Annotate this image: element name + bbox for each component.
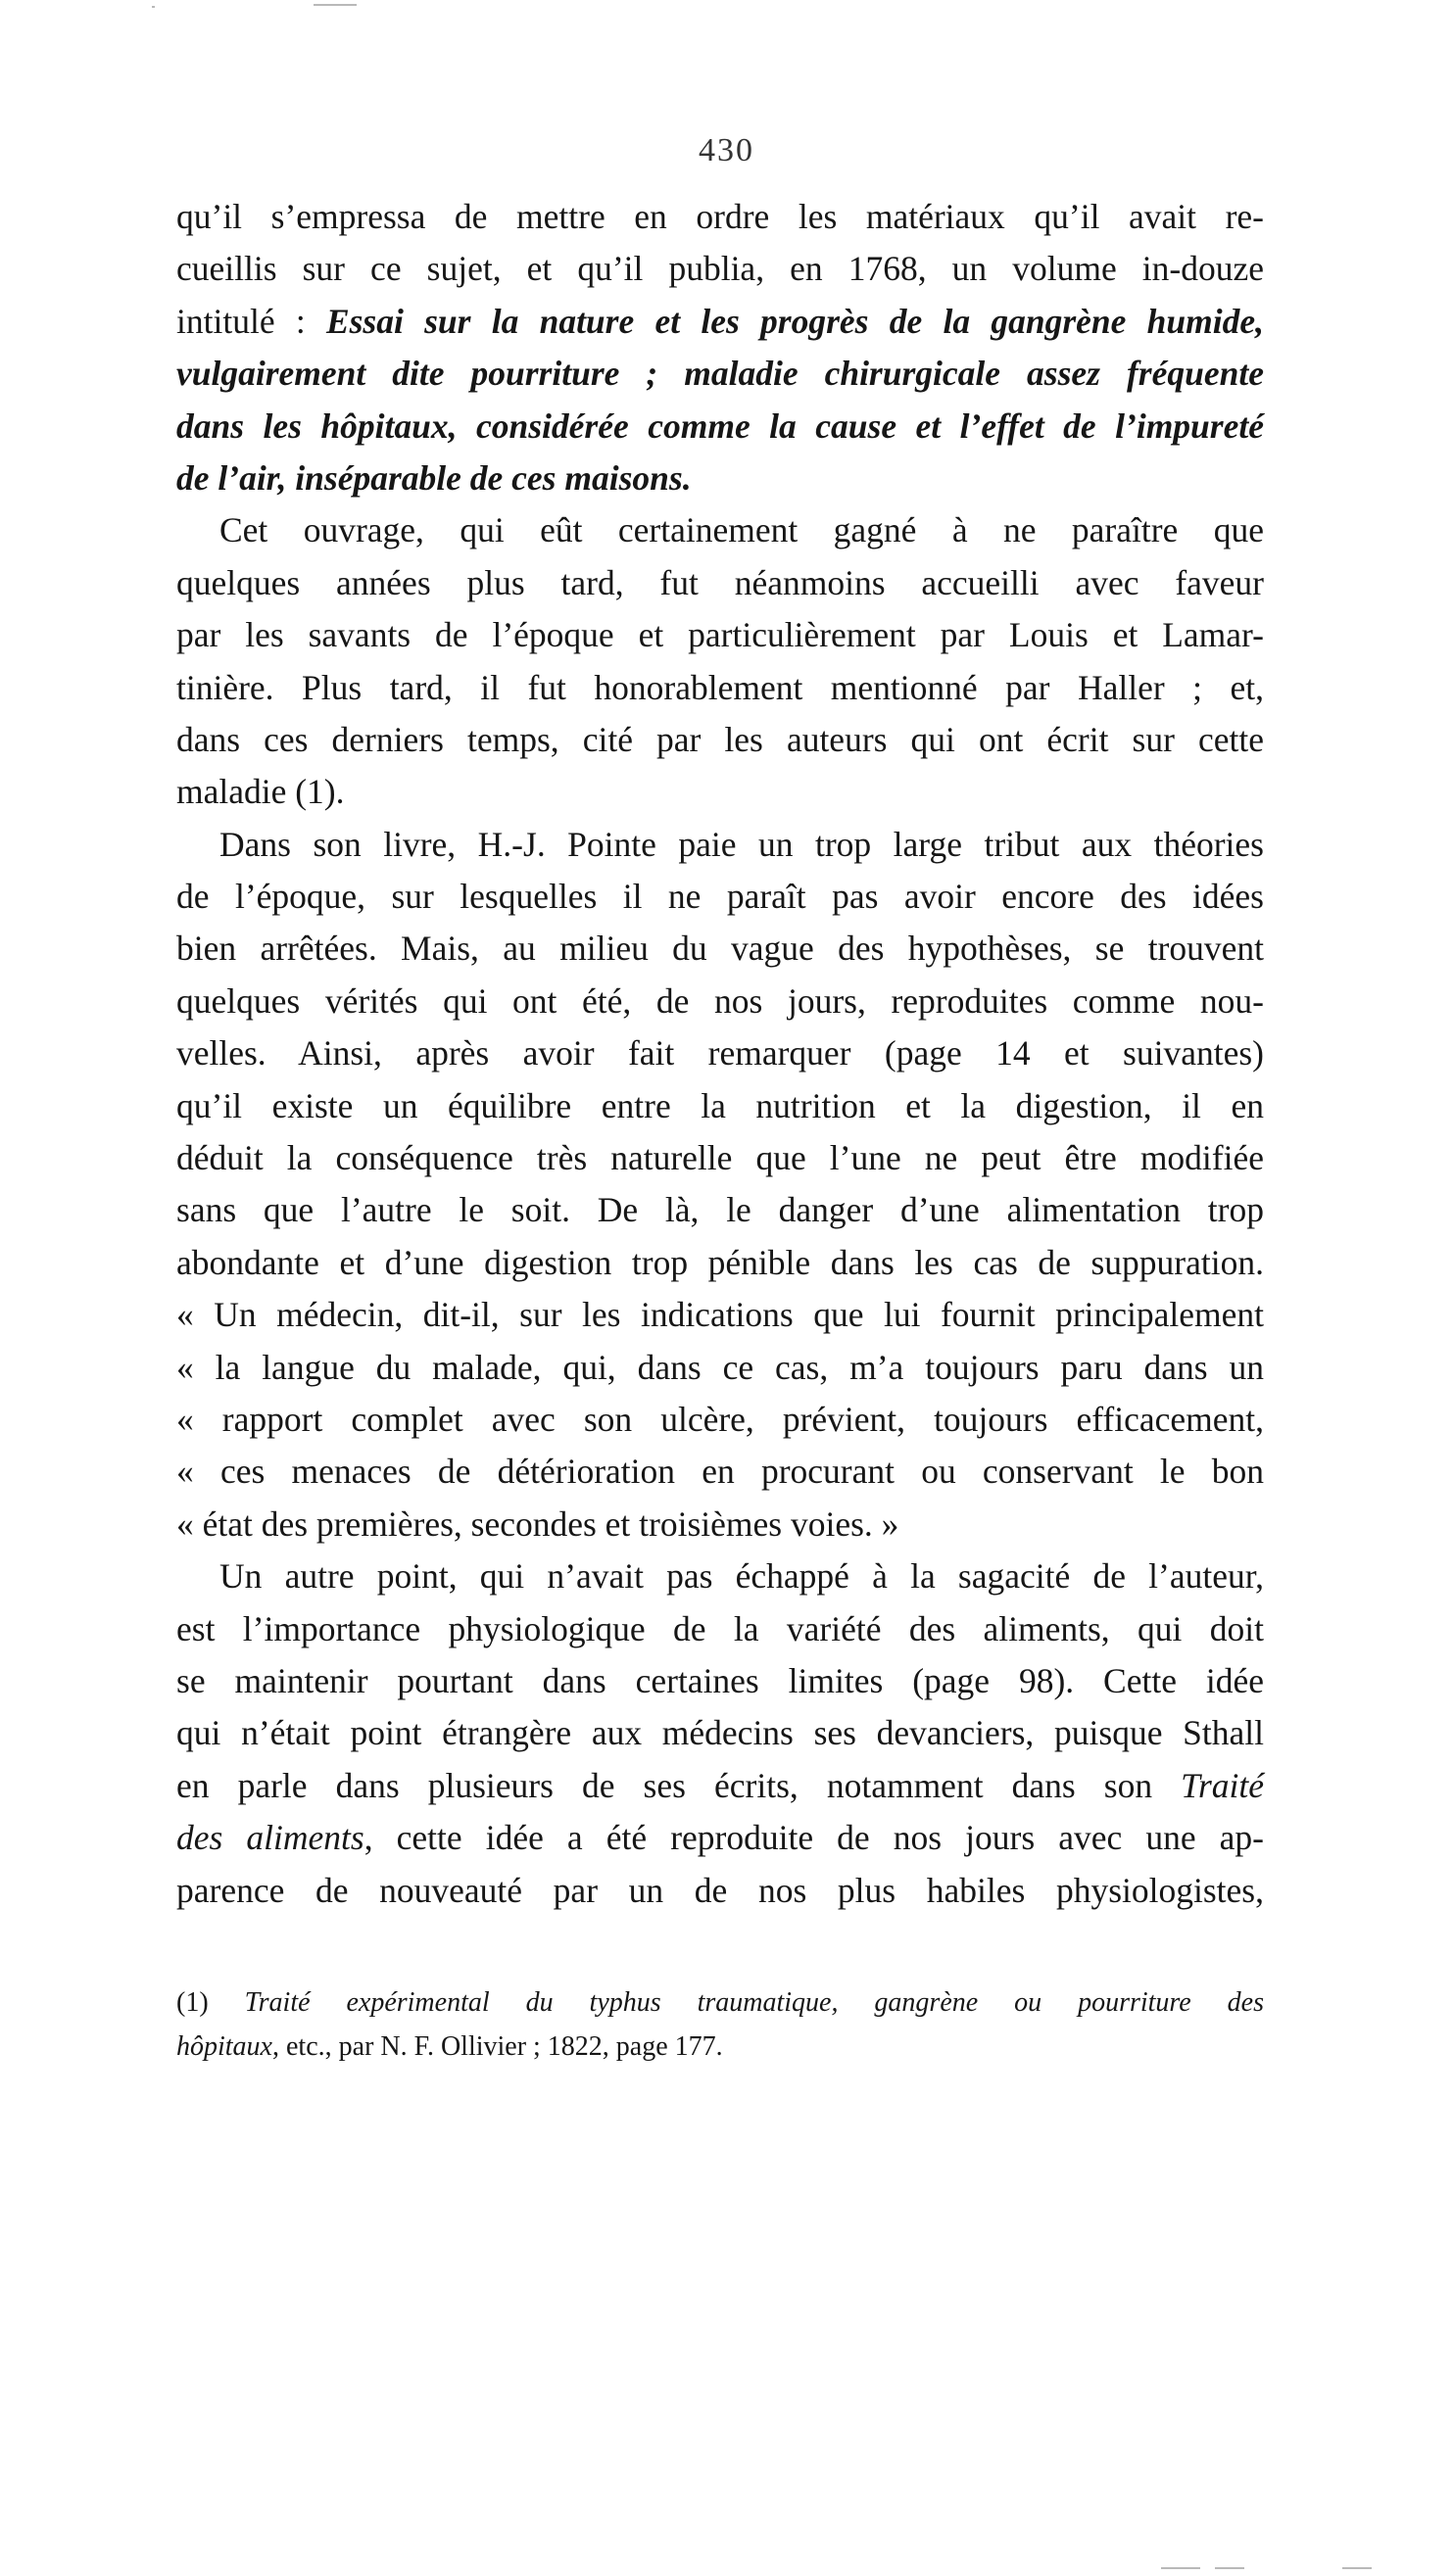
- text-line: Un autre point, qui n’avait pas échappé à la sagacité de l’auteur,: [219, 1556, 1264, 1597]
- text-line: quelques vérités qui ont été, de nos jours, reproduites comme nou-: [176, 980, 1264, 1021]
- quote-line: « ces menaces de détérioration en procurant ou conservant le bon: [176, 1452, 1264, 1492]
- quote-line: « la langue du malade, qui, dans ce cas, m’a toujours paru dans un: [176, 1347, 1264, 1387]
- italic-title: des aliments: [176, 1818, 364, 1858]
- text-run: , cette idée a été reproduite de nos jours avec une ap-: [363, 1818, 1264, 1858]
- text-line: est l’importance physiologique de la variété des aliments, qui doit: [176, 1608, 1264, 1648]
- footnote: [176, 1980, 1264, 2069]
- book-title-italic: Essai sur la nature et les progrès de la gangrène humide,: [325, 301, 1265, 341]
- text-run: en parle dans plusieurs de ses écrits, notamment dans son: [176, 1765, 1182, 1805]
- scan-speck: [1215, 2567, 1244, 2569]
- book-title-line: dans les hôpitaux, considérée comme la cause et l’effet de l’impureté: [176, 405, 1264, 446]
- scan-speck: [1161, 2567, 1200, 2569]
- quote-line: « rapport complet avec son ulcère, prévient, toujours efficacement,: [176, 1399, 1264, 1439]
- text-run: intitulé :: [176, 301, 326, 341]
- text-line: parence de nouveauté par un de nos plus habiles physiologistes,: [176, 1870, 1264, 1910]
- text-line: déduit la conséquence très naturelle que l’une ne peut être modifiée: [176, 1138, 1264, 1178]
- text-line: dans ces derniers temps, cité par les auteurs qui ont écrit sur cette: [176, 719, 1264, 759]
- text-line: cueillis sur ce sujet, et qu’il publia, en 1768, un volume in-douze: [176, 249, 1264, 289]
- footnote-title: Traité expérimental du typhus traumatique, gangrène ou pourriture des: [244, 1987, 1264, 2018]
- text-line: velles. Ainsi, après avoir fait remarquer (page 14 et suivantes): [176, 1033, 1264, 1073]
- text-line: qu’il existe un équilibre entre la nutrition et la digestion, il en: [176, 1085, 1264, 1125]
- text-line: maladie (1).: [176, 772, 345, 812]
- text-line: qui n’était point étrangère aux médecins ses devanciers, puisque Sthall: [176, 1713, 1264, 1753]
- text-line: [176, 296, 1264, 348]
- scan-speck: [152, 6, 155, 8]
- quote-line: « état des premières, secondes et troisièmes voies. »: [176, 1503, 899, 1544]
- text-line: par les savants de l’époque et particulièrement par Louis et Lamar-: [176, 615, 1264, 655]
- text-line: tinière. Plus tard, il fut honorablement mentionné par Haller ; et,: [176, 667, 1264, 707]
- text-line: qu’il s’empressa de mettre en ordre les matériaux qu’il avait re-: [176, 197, 1264, 236]
- text-line: [176, 1760, 1264, 1812]
- scan-speck: [1342, 2567, 1372, 2569]
- text-line: Cet ouvrage, qui eût certainement gagné à ne paraître que: [219, 510, 1264, 550]
- footnote-line: [176, 1980, 1264, 2025]
- text-line: [176, 1812, 1264, 1864]
- footnote-marker: (1): [176, 1987, 245, 2018]
- page-number: 430: [699, 132, 754, 168]
- book-title-line: vulgairement dite pourriture ; maladie chirurgicale assez fréquente: [176, 354, 1264, 394]
- text-line: de l’époque, sur lesquelles il ne paraît pas avoir encore des idées: [176, 877, 1264, 917]
- text-line: Dans son livre, H.-J. Pointe paie un trop large tribut aux théories: [219, 824, 1264, 864]
- text-line: abondante et d’une digestion trop pénible dans les cas de suppuration.: [176, 1242, 1264, 1282]
- text-line: sans que l’autre le soit. De là, le danger d’une alimentation trop: [176, 1190, 1264, 1230]
- quote-line: « Un médecin, dit-il, sur les indications que lui fournit principalement: [176, 1295, 1264, 1335]
- text-line: bien arrêtées. Mais, au milieu du vague des hypothèses, se trouvent: [176, 929, 1264, 969]
- footnote-citation: , etc., par N. F. Ollivier ; 1822, page 177.: [272, 2031, 723, 2062]
- text-line: quelques années plus tard, fut néanmoins accueilli avec faveur: [176, 562, 1264, 602]
- page-body-text: [176, 191, 1264, 1917]
- italic-title: Traité: [1181, 1765, 1264, 1805]
- footnote-title: hôpitaux: [176, 2031, 272, 2062]
- footnote-line: [176, 2025, 1264, 2069]
- scan-speck: [314, 4, 357, 6]
- book-title-line: de l’air, inséparable de ces maisons.: [176, 457, 692, 498]
- text-line: se maintenir pourtant dans certaines limites (page 98). Cette idée: [176, 1660, 1264, 1700]
